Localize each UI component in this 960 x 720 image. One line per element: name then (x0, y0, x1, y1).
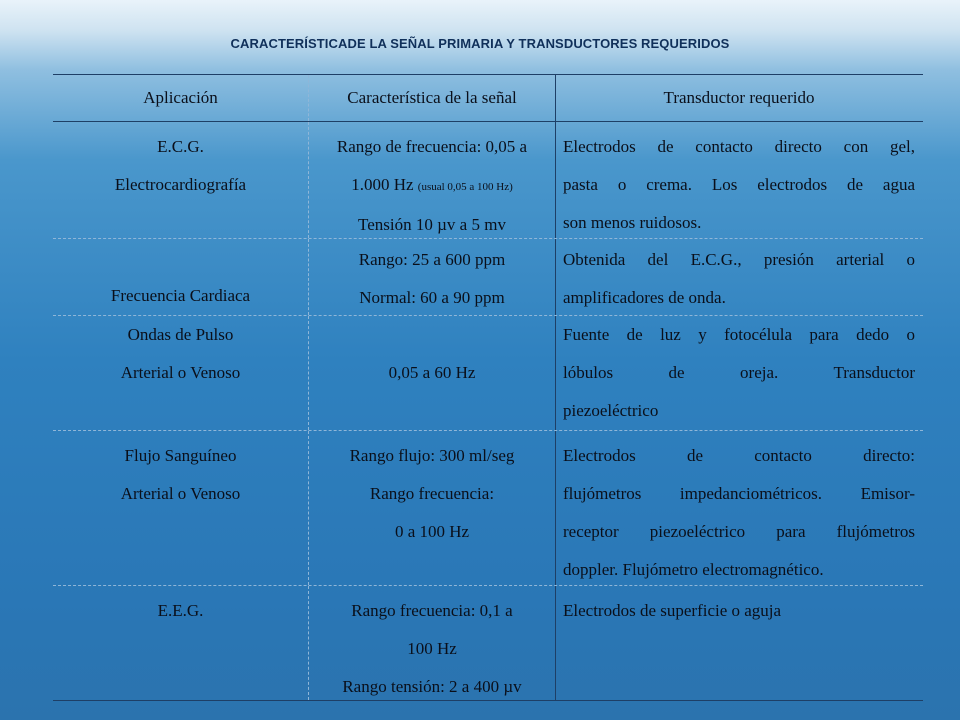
cell-text: Arterial o Venoso (120, 484, 241, 503)
cell-text: piezoeléctrico (563, 401, 659, 420)
cell-caracteristica (309, 586, 556, 700)
cell-text: E.E.G. (157, 601, 204, 620)
cell-text: Flujo Sanguíneo (124, 446, 237, 465)
cell-text: Rango frecuencia: (369, 484, 495, 503)
table-row (53, 586, 923, 700)
cell-text: Ondas de Pulso (127, 325, 234, 344)
signal-table (53, 74, 923, 701)
cell-text: Frecuencia Cardiaca (110, 286, 251, 305)
cell-text: Rango flujo: 300 ml/seg (349, 446, 515, 465)
cell-transductor (556, 122, 923, 238)
cell-aplicacion (53, 239, 309, 315)
cell-text: doppler. Flujómetro electromagnético. (563, 560, 824, 579)
cell-text: Arterial o Venoso (120, 363, 241, 382)
header-aplicacion: Aplicación (53, 75, 309, 121)
cell-text: Electrodos de superficie o aguja (563, 601, 782, 620)
cell-text: 100 Hz (407, 639, 457, 658)
cell-text: Electrodos de contacto directo: (563, 446, 915, 465)
page-title: CARACTERÍSTICADE LA SEÑAL PRIMARIA Y TRANSDUCTORES REQUERIDOS (230, 36, 730, 51)
table-row (53, 122, 923, 239)
cell-text: Normal: 60 a 90 ppm (359, 288, 505, 307)
cell-text: Rango de frecuencia: 0,05 a (336, 137, 528, 156)
cell-text: amplificadores de onda. (563, 288, 726, 307)
cell-text: Electrocardiografía (114, 175, 247, 194)
cell-aplicacion (53, 586, 309, 700)
cell-transductor (556, 431, 923, 585)
cell-text: lóbulos de oreja. Transductor (563, 363, 915, 382)
cell-text: 1.000 Hz (351, 175, 414, 194)
cell-aplicacion (53, 431, 309, 585)
cell-text: 0 a 100 Hz (394, 522, 470, 541)
cell-transductor (556, 316, 923, 430)
cell-caracteristica (309, 431, 556, 585)
cell-text: Electrodos de contacto directo con gel, (563, 137, 915, 156)
cell-aplicacion (53, 316, 309, 430)
header-transductor: Transductor requerido (663, 88, 815, 107)
table-row (53, 239, 923, 316)
cell-caracteristica (309, 122, 556, 238)
cell-text: pasta o crema. Los electrodos de agua (563, 175, 915, 194)
cell-text: Tensión 10 µv a 5 mv (358, 215, 506, 234)
cell-text: Rango tensión: 2 a 400 µv (342, 677, 522, 696)
cell-text: flujómetros impedanciométricos. Emisor- (563, 484, 915, 503)
cell-text: Fuente de luz y fotocélula para dedo o (563, 325, 915, 344)
cell-text: Obtenida del E.C.G., presión arterial o (563, 250, 915, 269)
cell-aplicacion (53, 122, 309, 238)
cell-text: Rango: 25 a 600 ppm (358, 250, 506, 269)
table-row (53, 431, 923, 586)
cell-transductor (556, 239, 923, 315)
cell-text (309, 166, 555, 206)
header-caracteristica: Característica de la señal (309, 75, 556, 121)
cell-transductor (556, 586, 923, 700)
cell-caracteristica (309, 239, 556, 315)
cell-text: E.C.G. (157, 137, 204, 156)
cell-text: son menos ruidosos. (563, 213, 702, 232)
cell-text: receptor piezoeléctrico para flujómetros (563, 522, 915, 541)
cell-note: (usual 0,05 a 100 Hz) (417, 181, 513, 193)
cell-text: 0,05 a 60 Hz (388, 363, 476, 382)
cell-text: Rango frecuencia: 0,1 a (351, 601, 513, 620)
table-header-row (53, 75, 923, 122)
table-row (53, 316, 923, 431)
cell-caracteristica (309, 316, 556, 430)
